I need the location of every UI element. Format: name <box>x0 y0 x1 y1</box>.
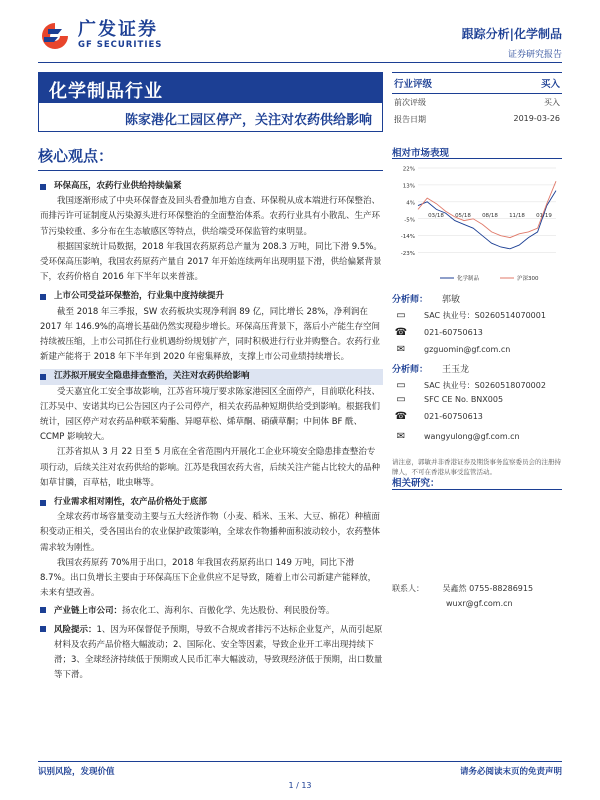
email-icon: ✉ <box>396 431 406 442</box>
phone-icon: ☎ <box>394 327 408 338</box>
y-tick-label: 4% <box>406 200 415 207</box>
paragraph: 江苏省拟从 3 月 22 日至 5 月底在全省范围内开展化工企业环境安全隐患排查整治专项行动，后续关注对农药供给的影响。江苏是我国农药大省，后续关注产能占比较大的品种如草甘膦，百草枯，吡虫啉等。 <box>40 447 381 488</box>
analyst-2-name: 王玉龙 <box>442 365 470 375</box>
analyst-1-phone: ☎ 021-60750613 <box>392 327 562 338</box>
report-subtitle: 陈家港化工园区停产，关注对农药供给影响 <box>124 113 372 128</box>
gf-logo <box>38 20 162 51</box>
x-tick-label: 08/18 <box>482 212 498 219</box>
page-number: 1 / 13 <box>288 781 312 790</box>
series-line <box>418 181 556 237</box>
footer-slogan: 识别风险，发现价值 <box>38 767 115 777</box>
contact-name-phone: 吴鑫然 0755-88286915 <box>442 584 534 593</box>
section-head: 行业需求相对刚性，农产品价格处于底部 <box>40 495 383 510</box>
bullet-square-icon <box>40 607 46 613</box>
related-heading: 相关研究： <box>392 478 440 489</box>
x-tick-label: 01/19 <box>536 212 552 219</box>
rating-value: 买入 <box>540 79 560 90</box>
analyst-label: 分析师： <box>392 365 429 375</box>
id-card-icon: ▭ <box>396 310 406 321</box>
logo-cn-text: 广发证券 <box>78 19 158 40</box>
report-category: 跟踪分析|化学制品 <box>461 27 562 41</box>
industry-chain-item: 产业链上市公司：扬农化工、海利尔、百傲化学、先达股份、利民股份等。 <box>40 604 383 619</box>
bullet-square-icon <box>40 294 46 300</box>
analyst-label: 分析师： <box>392 295 429 305</box>
legend-label: 沪深300 <box>517 276 539 282</box>
legend-label: 化学制品 <box>457 276 480 282</box>
core-heading: 核心观点： <box>38 147 114 165</box>
contact-line <box>392 583 562 594</box>
analyst-2-email: ✉ wangyulong@gf.com.cn <box>392 431 562 442</box>
y-tick-label: 13% <box>402 183 415 190</box>
bullet-square-icon <box>40 626 46 632</box>
section-head: 环保高压，农药行业供给持续偏紧 <box>40 179 383 194</box>
phone-icon: ☎ <box>394 411 408 422</box>
id-card-icon: ▭ <box>396 394 406 405</box>
section-head: 上市公司受益环保整治，行业集中度持续提升 <box>40 289 383 304</box>
bullet-square-icon <box>40 374 46 380</box>
x-tick-label: 03/18 <box>428 212 444 219</box>
analyst-1-sac: ▭ SAC 执业号：S0260514070001 <box>392 310 562 321</box>
analyst-1-name: 郭敏 <box>442 295 461 305</box>
email-icon: ✉ <box>396 344 406 355</box>
paragraph: 我国农药原药 70%用于出口，2018 年我国农药原药出口 149 万吨，同比下滑 8.7%。出口负增长主要由于环保高压下企业供应不足导致，随着上市公司新建产能释放，未来有望改善。 <box>40 557 377 599</box>
industry-title: 化学制品行业 <box>39 73 382 103</box>
logo-en-text: GF SECURITIES <box>78 40 163 50</box>
header-divider <box>38 62 562 63</box>
paragraph: 根据国家统计局数据，2018 年我国农药原药总产量为 208.3 万吨，同比下滑 9.5%。受环保高压影响，我国农药原药产量自 2017 年开始连续两年出现明显下滑，供给偏紧背景下，农药价格自 2016 年下半年以来普涨。 <box>40 241 382 283</box>
paragraph: 受天嘉宜化工安全事故影响，江苏省环境厅要求陈家港园区全面停产，目前联化科技、江苏吴中、安诺其均已公告园区内子公司停产，相关农药品种短期供给受到影响。根据我们统计，园区停产对农药品种联苯菊酯、异噁草松、烯草酮、硝磺草酮；中间体 BF 酰、CCMP 影响较大。 <box>40 386 381 443</box>
analyst-1-email: ✉ gzguomin@gf.com.cn <box>392 344 562 355</box>
bullet-square-icon <box>40 184 46 190</box>
bullet-square-icon <box>40 500 46 506</box>
registration-note: 请注意，郭敏并非香港证券及期货事务监察委员会的注册持牌人，不可在香港从事受监管活动。 <box>392 458 561 476</box>
footer-disclaimer: 请务必阅读末页的免责声明 <box>459 767 562 777</box>
analyst-2-phone: ☎ 021-60750613 <box>392 411 562 422</box>
contact-label: 联系人： <box>392 584 424 593</box>
core-body <box>40 178 383 684</box>
prev-rating-label: 前次评级 <box>394 98 426 107</box>
report-date-value: 2019-03-26 <box>513 114 560 123</box>
title-block <box>38 72 383 132</box>
section-head: 江苏拟开展安全隐患排查整治，关注对农药供给影响 <box>40 369 383 384</box>
market-divider <box>392 158 562 159</box>
analyst-2-sfc: ▭ SFC CE No. BNX005 <box>392 394 562 405</box>
analyst-2-sac: ▭ SAC 执业号：S0260518070002 <box>392 380 562 391</box>
core-divider <box>38 170 383 171</box>
series-line <box>418 191 556 249</box>
risk-item: 风险提示：1、因为环保督促予预期，导致不合规或者排污不达标企业复产，从而引起原材料及农药产品价格大幅波动；2、国际化、安全等因素，导致企业开工率出现持续下滑；3、全球经济持续低于预期或人民币汇率大幅波动，导致现经济低于预期，出口数量等下滑。 <box>40 623 383 684</box>
related-divider <box>392 489 562 490</box>
paragraph: 截至 2018 年三季报，SW 农药板块实现净利润 89 亿，同比增长 28%，净利润在 2017 年 146.9%的高增长基础仍然实现稳步增长。环保高压背景下，落后小产能生存空间持续被压缩，上市公司抓住行业机遇纷纷规划扩产，同时积极进行行业并购整合。农药行业新建产能将于 2018 年下半年到 2020 年密集释放，支撑上市公司业绩持续增长。 <box>40 306 381 363</box>
report-date-label: 报告日期 <box>394 115 426 124</box>
market-heading: 相对市场表现 <box>392 148 450 159</box>
x-tick-label: 05/18 <box>455 212 471 219</box>
gf-logo-icon <box>38 21 72 51</box>
y-tick-label: -23% <box>400 251 415 258</box>
analyst-1-heading <box>392 292 460 305</box>
paragraph: 我国逐渐形成了中央环保督查及回头看叠加地方自查、环保税从成本端进行环保整治、而排污许可证制度从污染源头进行环保整治的全面整治体系。农药行业具有小散乱、生产环节污染较重、多分布在生态敏感区等特点，供给端受环保监管约束明显。 <box>40 196 381 237</box>
report-type: 证券研究报告 <box>507 50 562 60</box>
y-tick-label: -5% <box>404 217 415 224</box>
analyst-2-heading <box>392 362 469 375</box>
y-tick-label: -14% <box>400 234 415 241</box>
x-tick-label: 11/18 <box>509 212 525 219</box>
prev-rating-value: 买入 <box>544 98 560 107</box>
rating-label: 行业评级 <box>394 79 433 90</box>
paragraph: 全球农药市场容量变动主要与五大经济作物（小麦、稻米、玉米、大豆、棉花）种植面积变动正相关，受各国出台的农业保护政策影响，全球农作物播种面积波动较小，农药整体需求较为刚性。 <box>40 512 381 553</box>
footer-divider <box>38 761 562 762</box>
relative-performance-chart <box>392 162 562 287</box>
id-card-icon: ▭ <box>396 380 406 391</box>
y-tick-label: 22% <box>402 166 415 173</box>
rating-panel <box>392 72 562 128</box>
contact-email: wuxr@gf.com.cn <box>446 599 513 608</box>
